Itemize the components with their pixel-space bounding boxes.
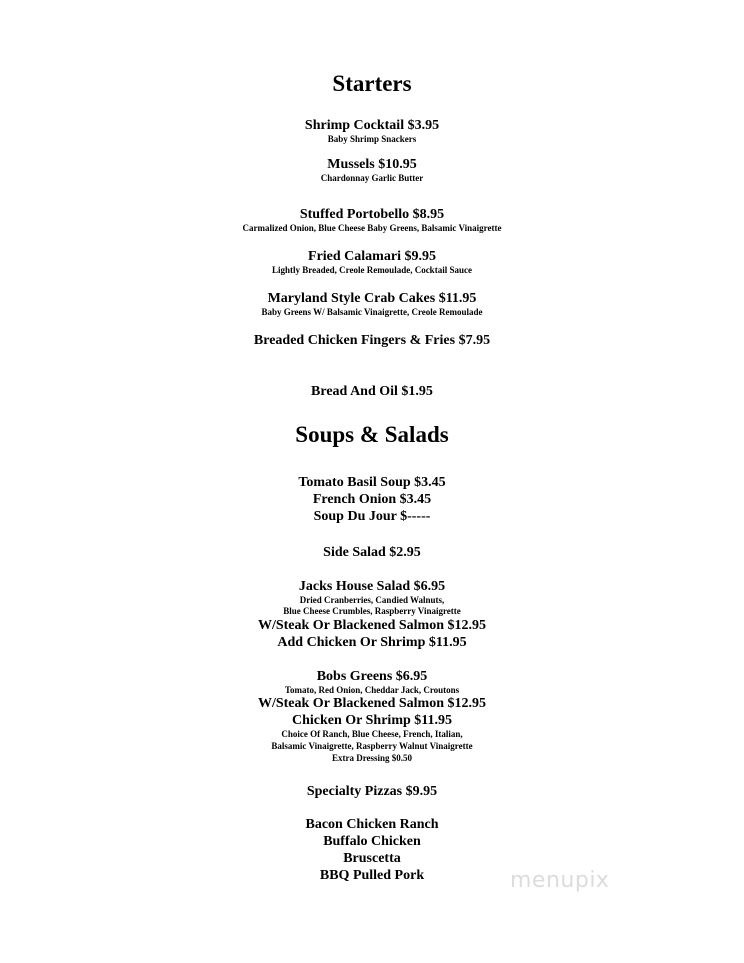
menu-item-name: Mussels $10.95 [327,157,417,172]
menu-item-desc: Baby Greens W/ Balsamic Vinaigrette, Creole Remoulade [261,307,483,317]
side-salad: Side Salad $2.95 [323,545,421,560]
specialty-pizzas-heading: Specialty Pizzas $9.95 [306,784,438,799]
bobs-greens-addon: W/Steak Or Blackened Salmon $12.95 [257,696,487,711]
bobs-greens-addon: Chicken Or Shrimp $11.95 [292,713,452,728]
menu-item-name: Bread And Oil $1.95 [311,384,433,399]
jacks-house-salad-name: Jacks House Salad $6.95 [298,579,446,594]
menupix-watermark: menupix [510,868,610,893]
pizza-item: Buffalo Chicken [323,834,421,849]
dressing-options: Choice Of Ranch, Blue Cheese, French, Italian, [281,729,463,739]
soup-item: Tomato Basil Soup $3.45 [298,475,446,490]
menu-item-desc: Lightly Breaded, Creole Remoulade, Cocktail Sauce [272,265,472,275]
jacks-house-salad-addon: Add Chicken Or Shrimp $11.95 [277,635,467,650]
menu-item-desc: Baby Shrimp Snackers [327,134,417,144]
starters-heading: Starters [332,71,412,96]
extra-dressing: Extra Dressing $0.50 [331,753,413,763]
pizza-item: BBQ Pulled Pork [319,868,425,883]
jacks-house-salad-desc: Dried Cranberries, Candied Walnuts, [299,595,445,605]
dressing-options: Balsamic Vinaigrette, Raspberry Walnut Vinaigrette [271,741,473,751]
menu-item-desc: Carmalized Onion, Blue Cheese Baby Greens, Balsamic Vinaigrette [242,223,502,233]
soups-salads-heading: Soups & Salads [295,422,449,447]
jacks-house-salad-desc: Blue Cheese Crumbles, Raspberry Vinaigrette [283,606,461,616]
jacks-house-salad-addon: W/Steak Or Blackened Salmon $12.95 [257,618,487,633]
pizza-item: Bacon Chicken Ranch [305,817,439,832]
bobs-greens-name: Bobs Greens $6.95 [316,669,428,684]
bobs-greens-desc: Tomato, Red Onion, Cheddar Jack, Croutons [284,685,460,695]
pizza-item: Bruscetta [343,851,401,866]
menu-item-name: Fried Calamari $9.95 [308,249,436,264]
menu-item-name: Shrimp Cocktail $3.95 [304,118,440,133]
menu-item-desc: Chardonnay Garlic Butter [320,173,424,183]
menu-item-name: Stuffed Portobello $8.95 [299,207,445,222]
menu-item-name: Breaded Chicken Fingers & Fries $7.95 [253,333,491,348]
menu-item-name: Maryland Style Crab Cakes $11.95 [267,291,477,306]
soup-item: French Onion $3.45 [312,492,432,507]
soup-item: Soup Du Jour $----- [313,509,431,524]
